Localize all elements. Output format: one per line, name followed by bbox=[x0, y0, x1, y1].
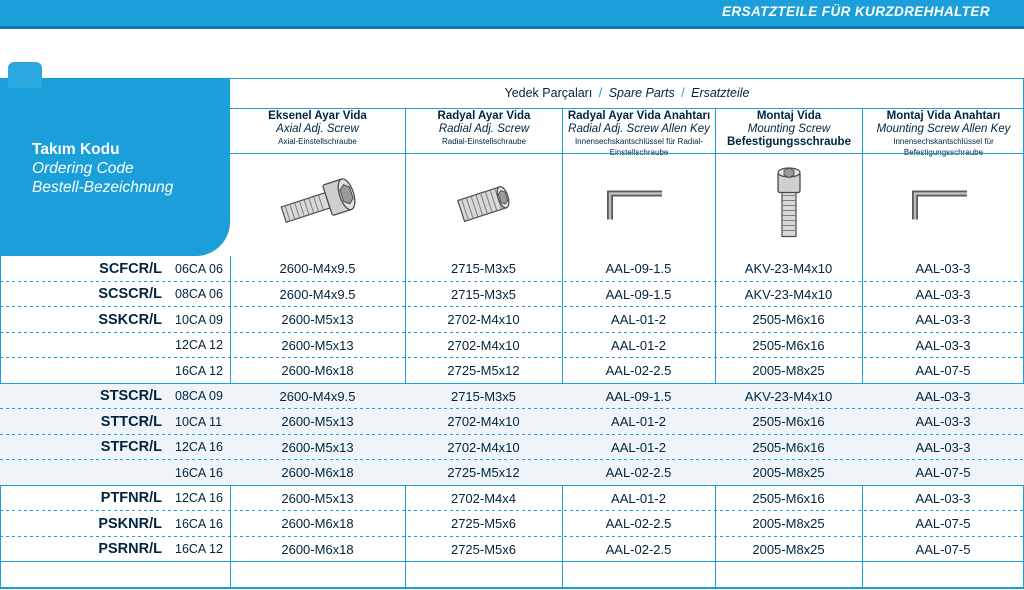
row-size-code: 08CA 06 bbox=[175, 287, 223, 302]
icon-cell-radial-allen-key bbox=[562, 154, 715, 257]
row-value-1: 2600-M4x9.5 bbox=[279, 388, 356, 404]
spare-parts-tr: Yedek Parçaları bbox=[504, 86, 593, 100]
row-value-3: AAL-02-2.5 bbox=[605, 541, 672, 557]
row-values bbox=[230, 256, 1024, 282]
row-values bbox=[230, 282, 1024, 308]
row-value-1: 2600-M5x13 bbox=[281, 337, 354, 353]
row-size-code: 10CA 09 bbox=[175, 312, 223, 327]
row-value-2: 2702-M4x10 bbox=[447, 337, 520, 353]
row-value-1: 2600-M5x13 bbox=[281, 490, 354, 506]
spare-parts-table bbox=[0, 78, 1024, 588]
row-value-5: AAL-07-5 bbox=[915, 363, 971, 379]
row-ordering-code: STFCR/L bbox=[100, 439, 162, 456]
table-row bbox=[0, 537, 1024, 563]
row-value-3: AAL-01-2 bbox=[611, 414, 666, 430]
col2-tr: Radyal Ayar Vida Anahtarı bbox=[567, 110, 711, 122]
row-value-4: 2505-M6x16 bbox=[752, 337, 825, 353]
col1-tr: Radyal Ayar Vida bbox=[437, 110, 531, 122]
col0-tr: Eksenel Ayar Vida bbox=[268, 110, 367, 122]
ordering-code-panel bbox=[0, 78, 230, 256]
row-values bbox=[230, 537, 1024, 563]
page-banner bbox=[0, 0, 1024, 26]
row-size-code: 12CA 16 bbox=[175, 491, 223, 506]
icon-cell-radial-adj-screw bbox=[405, 154, 562, 257]
col4-de: Innensechskantschlüssel für Befestigungsschraube bbox=[893, 137, 994, 157]
set-screw-icon bbox=[406, 175, 562, 236]
column-header-mounting-screw bbox=[715, 108, 862, 153]
allen-key-icon bbox=[863, 171, 1024, 240]
col1-en: Radial Adj. Screw bbox=[438, 123, 530, 135]
row-ordering-code: PTFNR/L bbox=[100, 490, 162, 507]
row-value-4: AKV-23-M4x10 bbox=[744, 286, 833, 302]
row-size-code: 16CA 12 bbox=[175, 542, 223, 557]
row-value-1: 2600-M4x9.5 bbox=[279, 286, 356, 302]
icon-cell-axial-adj-screw bbox=[230, 154, 405, 257]
table-group bbox=[0, 384, 1024, 486]
row-value-1: 2600-M6x18 bbox=[281, 465, 354, 481]
spare-parts-sep-2: / bbox=[681, 86, 685, 100]
row-size-code: 16CA 12 bbox=[175, 363, 223, 378]
row-value-2: 2715-M3x5 bbox=[450, 286, 517, 302]
row-value-2: 2715-M3x5 bbox=[450, 388, 517, 404]
ordering-code-tr: Takım Kodu bbox=[32, 141, 120, 158]
table-row bbox=[0, 511, 1024, 537]
row-values bbox=[230, 460, 1024, 486]
column-header-mounting-allen-key bbox=[862, 108, 1024, 157]
row-value-4: AKV-23-M4x10 bbox=[744, 261, 833, 277]
row-ordering-code: PSRNR/L bbox=[98, 541, 162, 558]
table-body bbox=[0, 256, 1024, 562]
row-values bbox=[230, 435, 1024, 461]
row-size-code: 06CA 06 bbox=[175, 261, 223, 276]
row-size-code: 16CA 16 bbox=[175, 465, 223, 480]
column-header-radial-adj-screw bbox=[405, 108, 562, 153]
ordering-code-labels bbox=[32, 140, 222, 197]
row-value-2: 2702-M4x10 bbox=[447, 414, 520, 430]
ordering-code-de: Bestell-Bezeichnung bbox=[32, 179, 174, 196]
table-bottom-rule bbox=[0, 587, 1024, 589]
table-group bbox=[0, 256, 1024, 384]
row-ordering-code: SCFCR/L bbox=[99, 260, 162, 277]
table-row bbox=[0, 460, 1024, 486]
table-row bbox=[0, 256, 1024, 282]
row-ordering-code: STSCR/L bbox=[99, 388, 162, 405]
table-row bbox=[0, 282, 1024, 308]
row-size-code: 16CA 16 bbox=[175, 516, 223, 531]
spare-parts-sep-1: / bbox=[598, 86, 603, 100]
row-value-2: 2725-M5x12 bbox=[447, 465, 520, 481]
row-size-code: 08CA 09 bbox=[175, 389, 223, 404]
row-value-5: AAL-07-5 bbox=[915, 465, 971, 481]
row-value-3: AAL-09-1.5 bbox=[605, 388, 672, 404]
row-value-5: AAL-07-5 bbox=[915, 516, 971, 532]
row-value-3: AAL-02-2.5 bbox=[605, 465, 672, 481]
row-value-4: 2005-M8x25 bbox=[752, 516, 825, 532]
table-row bbox=[0, 409, 1024, 435]
row-size-code: 12CA 12 bbox=[175, 338, 223, 353]
row-value-1: 2600-M5x13 bbox=[281, 312, 354, 328]
row-value-5: AAL-03-3 bbox=[915, 490, 971, 506]
row-value-5: AAL-03-3 bbox=[915, 312, 971, 328]
spare-parts-de: Ersatzteile bbox=[691, 86, 750, 100]
row-value-5: AAL-03-3 bbox=[915, 261, 971, 277]
table-group bbox=[0, 486, 1024, 563]
column-header-axial-adj-screw bbox=[230, 108, 405, 153]
column-header-radial-allen-key bbox=[562, 108, 715, 157]
row-value-3: AAL-09-1.5 bbox=[605, 261, 672, 277]
row-ordering-code: SCSCR/L bbox=[98, 286, 162, 303]
column-icon-row bbox=[230, 153, 1024, 257]
row-value-4: 2005-M8x25 bbox=[752, 363, 825, 379]
col0-en: Axial Adj. Screw bbox=[276, 123, 359, 135]
icon-cell-mounting-allen-key bbox=[862, 154, 1024, 257]
col3-en: Mounting Screw bbox=[747, 123, 831, 135]
col4-en: Mounting Screw Allen Key bbox=[876, 123, 1011, 135]
row-values bbox=[230, 486, 1024, 512]
table-row bbox=[0, 384, 1024, 410]
row-value-2: 2702-M4x4 bbox=[450, 490, 517, 506]
row-value-3: AAL-01-2 bbox=[611, 312, 666, 328]
column-header-row bbox=[230, 108, 1024, 157]
row-value-1: 2600-M4x9.5 bbox=[279, 261, 356, 277]
table-row bbox=[0, 307, 1024, 333]
row-value-1: 2600-M5x13 bbox=[281, 414, 354, 430]
row-value-3: AAL-09-1.5 bbox=[605, 286, 672, 302]
row-value-3: AAL-01-2 bbox=[611, 439, 666, 455]
row-value-2: 2702-M4x10 bbox=[447, 439, 520, 455]
row-values bbox=[230, 384, 1024, 410]
row-value-1: 2600-M6x18 bbox=[281, 541, 354, 557]
row-value-3: AAL-01-2 bbox=[611, 337, 666, 353]
row-value-5: AAL-03-3 bbox=[915, 337, 971, 353]
row-values bbox=[230, 307, 1024, 333]
row-value-4: 2505-M6x16 bbox=[752, 439, 825, 455]
row-value-5: AAL-03-3 bbox=[915, 286, 971, 302]
table-row bbox=[0, 435, 1024, 461]
row-value-1: 2600-M5x13 bbox=[281, 439, 354, 455]
ordering-code-en: Ordering Code bbox=[32, 160, 134, 177]
table-row bbox=[0, 333, 1024, 359]
row-value-1: 2600-M6x18 bbox=[281, 363, 354, 379]
row-size-code: 10CA 11 bbox=[175, 414, 223, 429]
banner-title: ERSATZTEILE FÜR KURZDREHHALTER bbox=[722, 4, 990, 19]
row-value-2: 2725-M5x12 bbox=[447, 363, 520, 379]
allen-key-icon bbox=[563, 171, 715, 240]
row-value-5: AAL-03-3 bbox=[915, 388, 971, 404]
hex-socket-cap-screw-icon bbox=[230, 175, 405, 236]
col2-de: Innensechskantschlüssel für Radial-Einstellschraube bbox=[574, 137, 704, 157]
spare-parts-en: Spare Parts bbox=[608, 86, 675, 100]
row-value-1: 2600-M6x18 bbox=[281, 516, 354, 532]
row-value-5: AAL-03-3 bbox=[915, 414, 971, 430]
row-value-4: 2505-M6x16 bbox=[752, 490, 825, 506]
socket-head-screw-icon bbox=[716, 164, 862, 247]
row-values bbox=[230, 511, 1024, 537]
spare-parts-band bbox=[230, 78, 1024, 109]
row-value-2: 2725-M5x6 bbox=[450, 541, 517, 557]
col2-en: Radial Adj. Screw Allen Key bbox=[568, 123, 710, 135]
row-value-4: 2005-M8x25 bbox=[752, 541, 825, 557]
row-value-4: 2505-M6x16 bbox=[752, 414, 825, 430]
row-size-code: 12CA 16 bbox=[175, 440, 223, 455]
row-value-5: AAL-07-5 bbox=[915, 541, 971, 557]
table-row bbox=[0, 358, 1024, 384]
row-ordering-code: SSKCR/L bbox=[98, 311, 162, 328]
row-value-3: AAL-02-2.5 bbox=[605, 363, 672, 379]
row-value-2: 2715-M3x5 bbox=[450, 261, 517, 277]
row-value-4: 2005-M8x25 bbox=[752, 465, 825, 481]
table-row bbox=[0, 486, 1024, 512]
row-values bbox=[230, 358, 1024, 384]
col1-de: Radial-Einstellschraube bbox=[441, 137, 527, 146]
row-value-4: AKV-23-M4x10 bbox=[744, 388, 833, 404]
row-ordering-code: STTCR/L bbox=[100, 413, 162, 430]
col0-de: Axial-Einstellschraube bbox=[278, 137, 357, 146]
row-value-2: 2702-M4x10 bbox=[447, 312, 520, 328]
row-value-3: AAL-02-2.5 bbox=[605, 516, 672, 532]
banner-underline bbox=[0, 26, 1024, 29]
row-ordering-code: PSKNR/L bbox=[98, 515, 162, 532]
row-value-5: AAL-03-3 bbox=[915, 439, 971, 455]
col3-de: Befestigungsschraube bbox=[727, 136, 851, 148]
row-values bbox=[230, 409, 1024, 435]
row-value-2: 2725-M5x6 bbox=[450, 516, 517, 532]
icon-cell-mounting-screw bbox=[715, 154, 862, 257]
row-value-3: AAL-01-2 bbox=[611, 490, 666, 506]
col3-tr: Montaj Vida bbox=[756, 110, 822, 122]
row-values bbox=[230, 333, 1024, 359]
col4-tr: Montaj Vida Anahtarı bbox=[886, 110, 1001, 122]
panel-tab bbox=[8, 62, 42, 88]
row-value-4: 2505-M6x16 bbox=[752, 312, 825, 328]
